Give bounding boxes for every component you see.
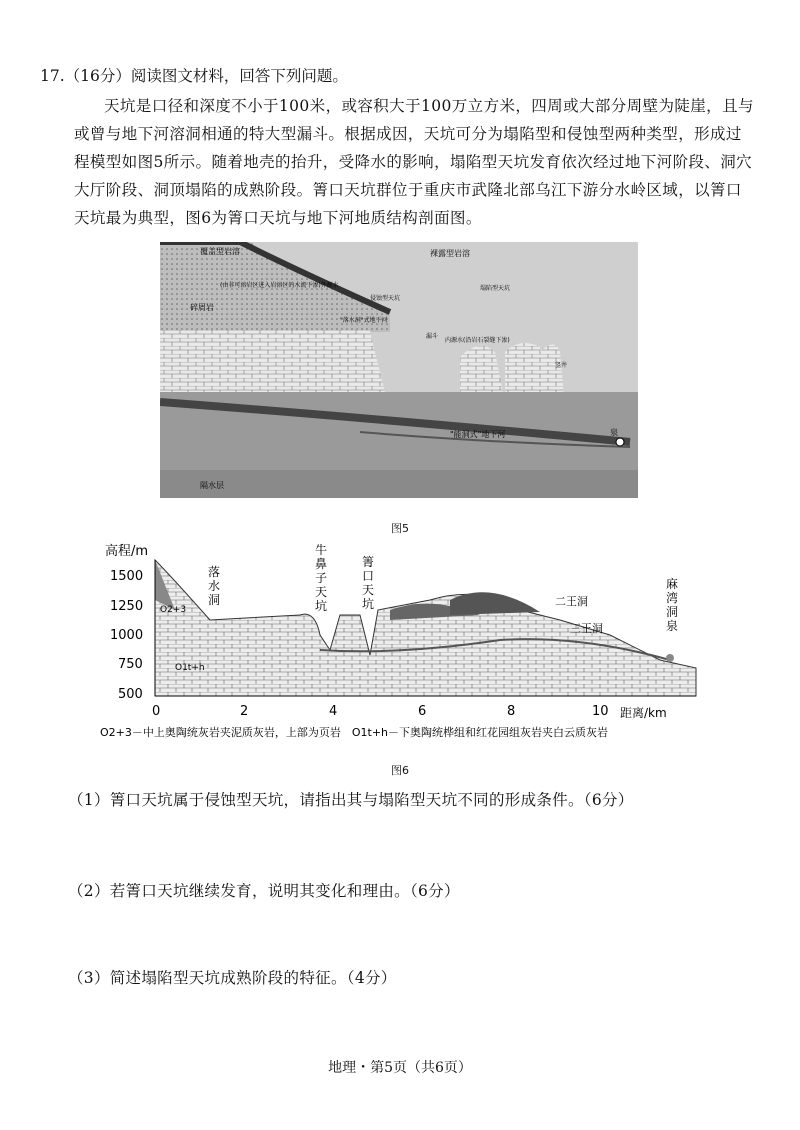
figure-5-caption: 图5 bbox=[391, 522, 409, 535]
label-erosion-type: 侵蚀型天坑 bbox=[370, 295, 401, 302]
label-inner-water: 内源水(沿岩石裂缝下渗) bbox=[445, 337, 510, 344]
label-collapse-type: 塌陷型天坑 bbox=[480, 285, 511, 292]
label-clastic: 碎屑岩 bbox=[190, 303, 214, 312]
label-jingkou: 箐口天坑 bbox=[362, 555, 375, 611]
y-axis-label: 高程/m bbox=[105, 544, 149, 559]
label-niubizi: 牛鼻子天坑 bbox=[315, 543, 328, 613]
label-luoshuidong: 落水洞 bbox=[208, 565, 221, 607]
figure-6-caption: 图6 bbox=[391, 764, 409, 777]
label-erwang: 二王洞 bbox=[555, 595, 588, 608]
figure-6-legend: O2+3－中上奥陶统灰岩夹泥质灰岩，上部为页岩 O1t+h－下奥陶统桦组和红花园组灰岩夹白云质灰岩 bbox=[100, 726, 609, 739]
subquestion-2: （2）若箐口天坑继续发育，说明其变化和理由。（6分） bbox=[68, 882, 460, 900]
label-sanwang: 三王洞 bbox=[570, 622, 603, 635]
label-shaft: 竖井 bbox=[555, 362, 568, 369]
question-header: 17.（16分）阅读图文材料，回答下列问题。 bbox=[40, 67, 348, 85]
label-covered-karst: 覆盖型岩溶 bbox=[200, 247, 240, 256]
x-tick-10: 10 bbox=[592, 704, 609, 719]
question-paragraph: 天坑是口径和深度不小于100米，或容积大于100万立方米，四周或大部分周壁为陡崖，且与或曾与地下河溶洞相通的特大型漏斗。根据成因，天坑可分为塌陷型和侵蚀型两种类型，形成过程模型如图5所示。随着地壳的抬升，受降水的影响，塌陷型天坑发育依次经过地下河阶段、洞穴大厅阶段、洞顶塌陷的成熟阶段。箐口天坑群位于重庆市武隆北部乌江下游分水岭区域，以箐口天坑最为典型，图6为箐口天坑与地下河地质结构剖面图。 bbox=[74, 97, 754, 227]
subquestion-1: （1）箐口天坑属于侵蚀型天坑，请指出其与塌陷型天坑不同的形成条件。（6分） bbox=[68, 791, 634, 809]
y-tick-1000: 1000 bbox=[110, 628, 144, 643]
page-footer: 地理・第5页（共6页） bbox=[328, 1060, 472, 1076]
y-tick-750: 750 bbox=[118, 657, 143, 672]
x-tick-6: 6 bbox=[418, 704, 427, 719]
label-o1: O1t+h bbox=[175, 663, 205, 673]
label-aquiclude: 隔水层 bbox=[200, 481, 224, 490]
x-axis-label: 距离/km bbox=[620, 706, 667, 720]
figure-5-diagram bbox=[160, 242, 638, 498]
label-exposed-karst: 裸露型岩溶 bbox=[430, 249, 470, 258]
label-water-note: (由非可溶岩区进入岩溶区的水流下渗)外源水 bbox=[220, 282, 339, 289]
figure-6-cross-section bbox=[100, 540, 710, 740]
y-tick-500: 500 bbox=[118, 687, 143, 702]
label-swallow: "落水洞"式地下河 bbox=[340, 317, 388, 324]
y-tick-1250: 1250 bbox=[110, 599, 144, 614]
label-river: "能洞式"地下河 bbox=[450, 430, 506, 439]
x-tick-0: 0 bbox=[152, 704, 161, 719]
label-spring: 泉 bbox=[610, 428, 618, 437]
x-tick-8: 8 bbox=[507, 704, 516, 719]
x-tick-2: 2 bbox=[240, 704, 249, 719]
label-funnel: 漏斗 bbox=[426, 333, 439, 340]
label-o23: O2+3 bbox=[160, 605, 187, 615]
y-tick-1500: 1500 bbox=[110, 569, 144, 584]
label-mawan: 麻湾洞泉 bbox=[666, 577, 679, 633]
x-tick-4: 4 bbox=[329, 704, 338, 719]
subquestion-3: （3）简述塌陷型天坑成熟阶段的特征。（4分） bbox=[68, 969, 397, 987]
